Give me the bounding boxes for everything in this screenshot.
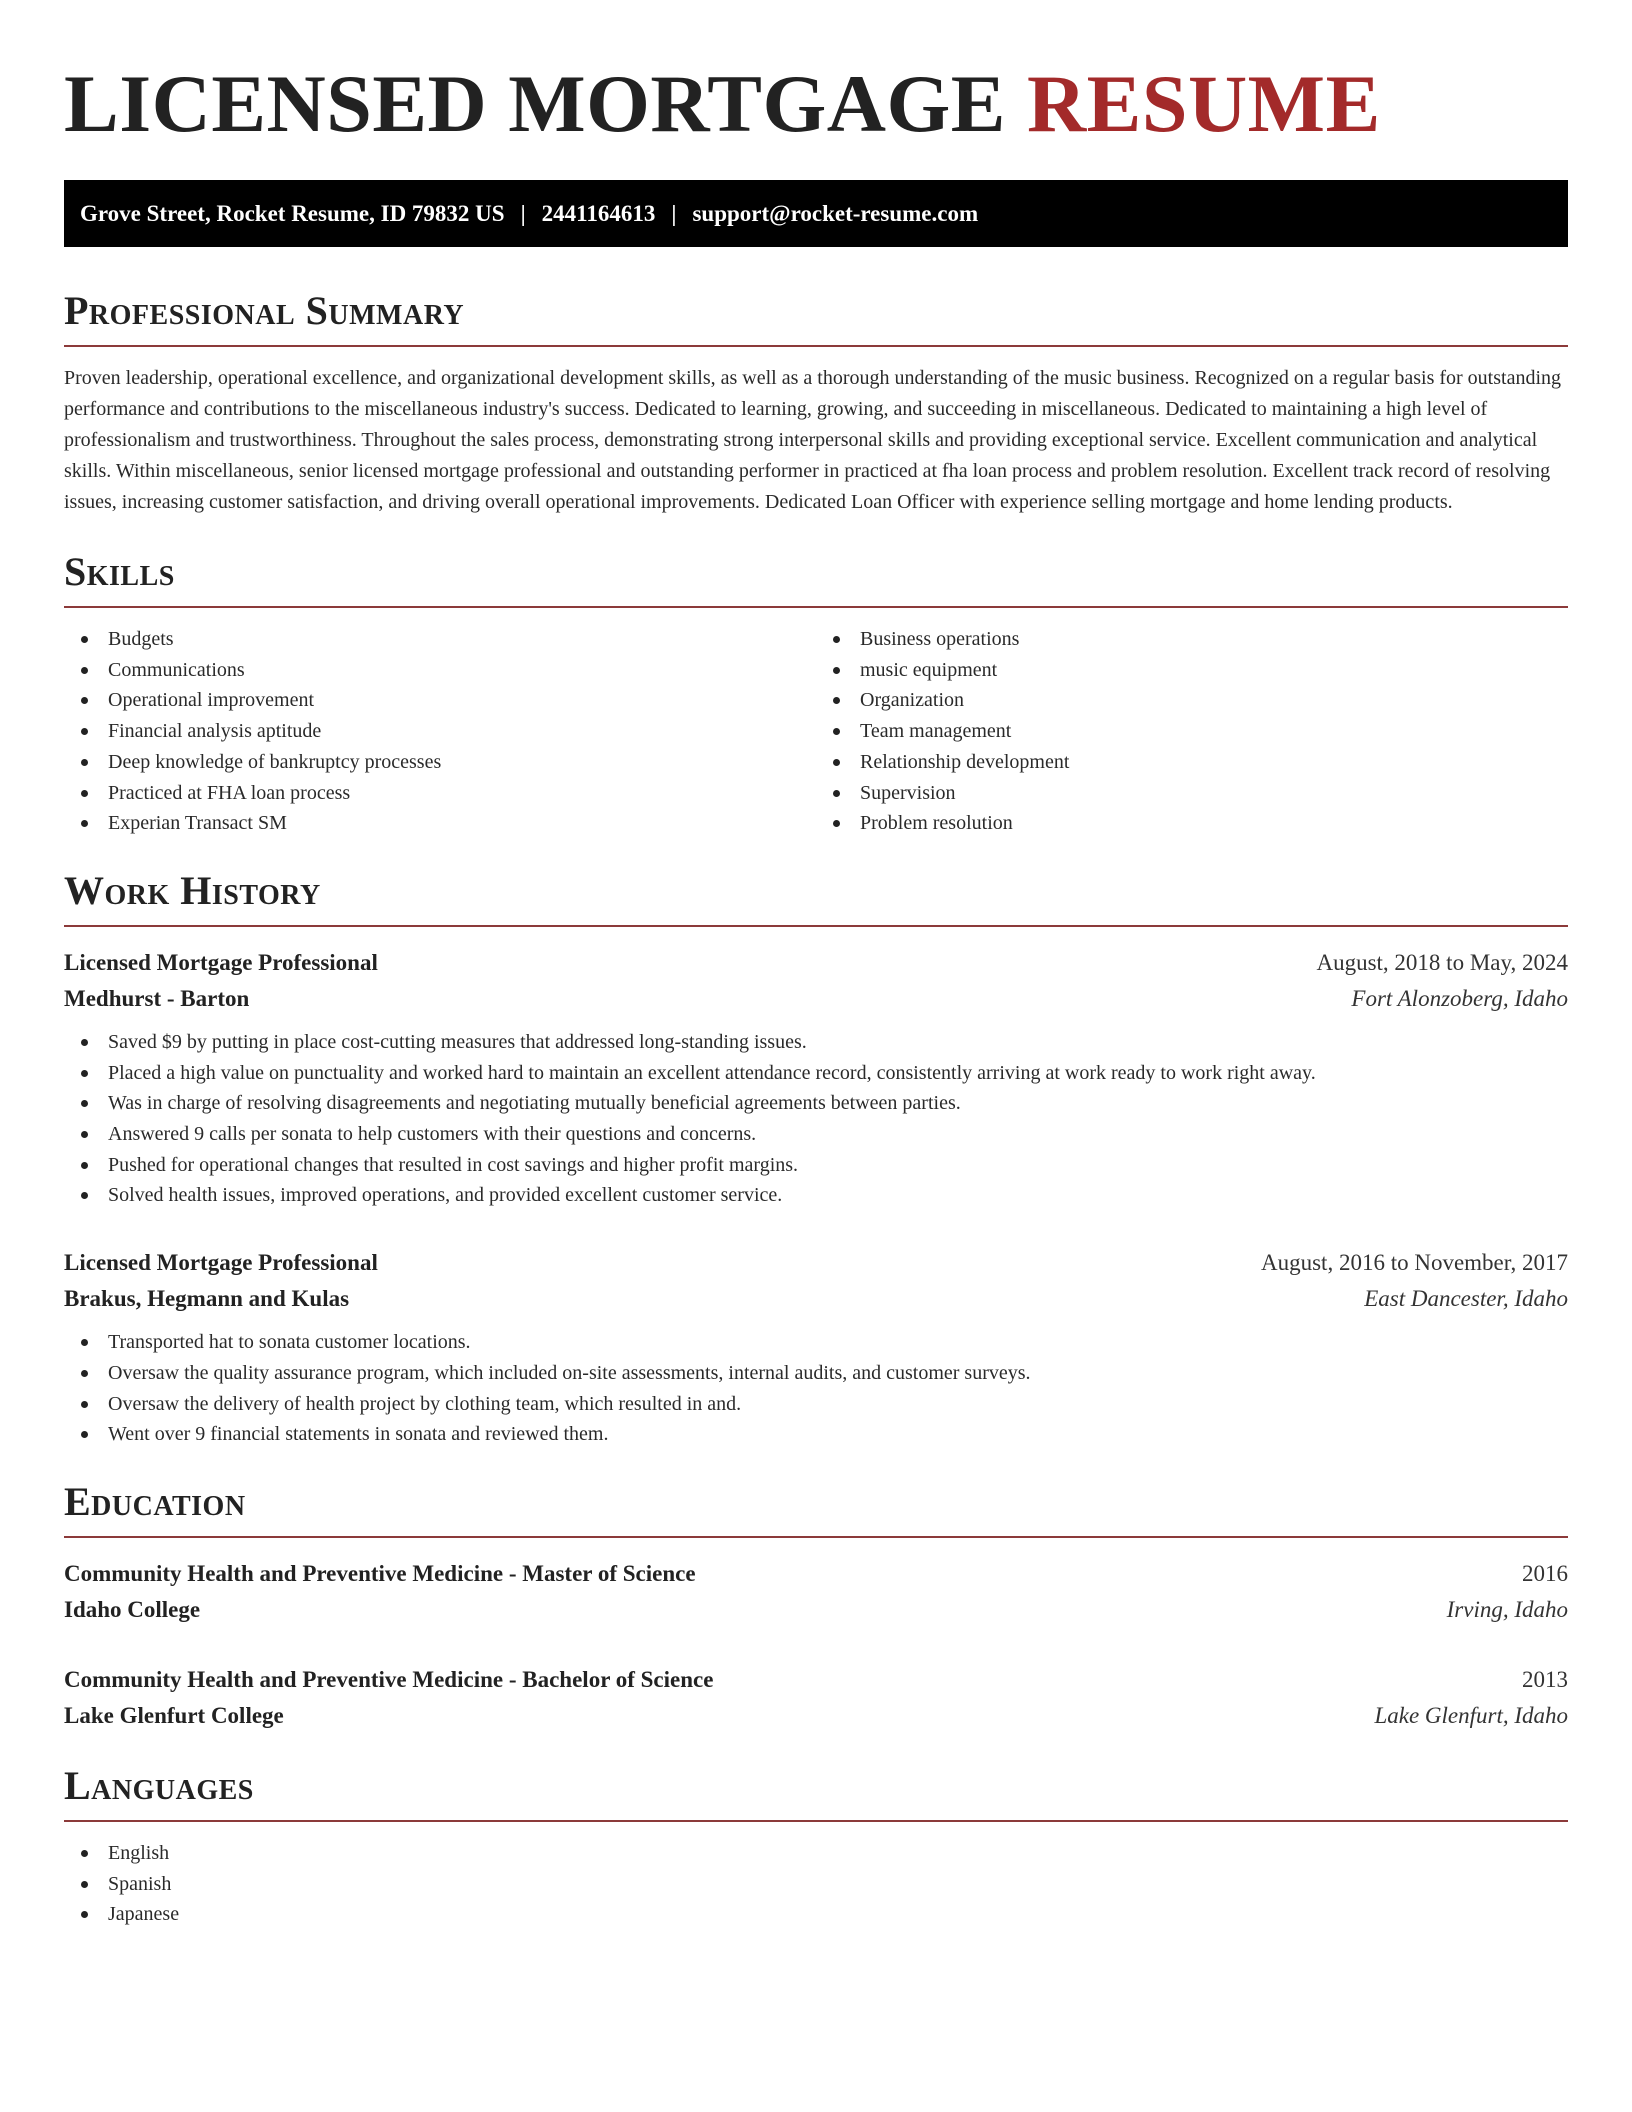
skill-item: Communications [64, 655, 816, 686]
bullet-icon [81, 1192, 88, 1199]
degree: Community Health and Preventive Medicine - Master of Science [64, 1560, 696, 1586]
job-company: Medhurst - Barton [64, 985, 250, 1011]
skills-heading: Skills [64, 550, 1568, 608]
skill-item: Team management [816, 716, 1568, 747]
degree: Community Health and Preventive Medicine - Bachelor of Science [64, 1666, 714, 1692]
education-heading: Education [64, 1480, 1568, 1538]
education-entry [64, 1662, 1568, 1734]
bullet-icon [833, 667, 840, 674]
bullet-icon [81, 820, 88, 827]
skill-item: Experian Transact SM [64, 808, 816, 839]
job-dates: August, 2016 to November, 2017 [1261, 1250, 1568, 1276]
job-company: Brakus, Hegmann and Kulas [64, 1286, 350, 1312]
duty-item: Oversaw the delivery of health project by clothing team, which resulted in and. [64, 1389, 1568, 1420]
skills-section [64, 550, 1568, 839]
language-item: English [64, 1838, 1568, 1869]
skill-item: music equipment [816, 655, 1568, 686]
bullet-icon [81, 1401, 88, 1408]
duty-item: Transported hat to sonata customer locations. [64, 1327, 1568, 1358]
job-location: East Dancester, Idaho [1364, 1286, 1568, 1312]
bullet-icon [81, 1370, 88, 1377]
duty-item: Oversaw the quality assurance program, which included on-site assessments, internal audits, and customer surveys. [64, 1358, 1568, 1389]
skill-item: Problem resolution [816, 808, 1568, 839]
bullet-icon [81, 1850, 88, 1857]
bullet-icon [833, 636, 840, 643]
contact-bar [64, 180, 1568, 247]
bullet-icon [81, 728, 88, 735]
bullet-icon [81, 1100, 88, 1107]
duty-item: Saved $9 by putting in place cost-cutting measures that addressed long-standing issues. [64, 1027, 1568, 1058]
bullet-icon [833, 820, 840, 827]
skill-item: Practiced at FHA loan process [64, 778, 816, 809]
bullet-icon [81, 1070, 88, 1077]
skill-item: Budgets [64, 624, 816, 655]
bullet-icon [833, 697, 840, 704]
school: Idaho College [64, 1596, 201, 1622]
job-duties [64, 1327, 1568, 1450]
skill-item: Relationship development [816, 747, 1568, 778]
bullet-icon [81, 1431, 88, 1438]
bullet-icon [81, 1039, 88, 1046]
bullet-icon [81, 697, 88, 704]
duty-item: Solved health issues, improved operations, and provided excellent customer service. [64, 1180, 1568, 1211]
languages-list [64, 1838, 1568, 1930]
graduation-year: 2013 [1522, 1666, 1568, 1692]
skill-item: Supervision [816, 778, 1568, 809]
school-location: Irving, Idaho [1446, 1596, 1568, 1622]
skills-list-left [64, 624, 816, 839]
bullet-icon [81, 1881, 88, 1888]
bullet-icon [81, 1131, 88, 1138]
summary-text: Proven leadership, operational excellence, and organizational development skills, as well as a thorough understanding of the music business. Recognized on a regular basis for outstanding performance and contributions to the miscellaneous industry's success. Dedicated to learning, growing, and succeeding in miscellaneous. Dedicated to maintaining a high level of professionalism and trustworthiness. Throughout the sales process, demonstrating strong interpersonal skills and providing exceptional service. Excellent communication and analytical skills. Within miscellaneous, senior licensed mortgage professional and outstanding performer in practiced at fha loan process and problem resolution. Excellent track record of resolving issues, increasing customer satisfaction, and driving overall operational improvements. Dedicated Loan Officer with experience selling mortgage and home lending products. [64, 367, 1562, 513]
skill-item: Operational improvement [64, 685, 816, 716]
bullet-icon [81, 790, 88, 797]
skill-item: Organization [816, 685, 1568, 716]
duty-item: Was in charge of resolving disagreements and negotiating mutually beneficial agreements between parties. [64, 1088, 1568, 1119]
bullet-icon [81, 1911, 88, 1918]
job-duties [64, 1027, 1568, 1211]
language-item: Spanish [64, 1869, 1568, 1900]
job-dates: August, 2018 to May, 2024 [1316, 949, 1568, 975]
school: Lake Glenfurt College [64, 1702, 284, 1728]
languages-section [64, 1764, 1568, 1930]
job-title: Licensed Mortgage Professional [64, 1250, 378, 1276]
skill-item: Business operations [816, 624, 1568, 655]
title-main: LICENSED MORTGAGE [64, 58, 1006, 149]
work-section [64, 869, 1568, 1450]
contact-separator: | [671, 200, 677, 226]
title-accent: RESUME [1026, 58, 1381, 149]
bullet-icon [833, 728, 840, 735]
contact-separator: | [520, 200, 526, 226]
languages-heading: Languages [64, 1764, 1568, 1822]
bullet-icon [81, 636, 88, 643]
contact-address: Grove Street, Rocket Resume, ID 79832 US [80, 200, 505, 226]
duty-item: Went over 9 financial statements in sonata and reviewed them. [64, 1419, 1568, 1450]
education-entry [64, 1556, 1568, 1628]
duty-item: Placed a high value on punctuality and worked hard to maintain an excellent attendance record, consistently arriving at work ready to work right away. [64, 1058, 1568, 1089]
duty-item: Pushed for operational changes that resulted in cost savings and higher profit margins. [64, 1150, 1568, 1181]
job-entry [64, 945, 1568, 1211]
language-item: Japanese [64, 1899, 1568, 1930]
bullet-icon [81, 1339, 88, 1346]
education-section [64, 1480, 1568, 1734]
summary-section [64, 289, 1568, 518]
job-entry [64, 1245, 1568, 1450]
job-title: Licensed Mortgage Professional [64, 949, 378, 975]
skill-item: Financial analysis aptitude [64, 716, 816, 747]
skill-item: Deep knowledge of bankruptcy processes [64, 747, 816, 778]
contact-phone: 2441164613 [541, 200, 656, 226]
bullet-icon [833, 759, 840, 766]
graduation-year: 2016 [1522, 1560, 1568, 1586]
resume-title [64, 58, 1568, 150]
duty-item: Answered 9 calls per sonata to help customers with their questions and concerns. [64, 1119, 1568, 1150]
job-location: Fort Alonzoberg, Idaho [1351, 985, 1568, 1011]
skills-list-right [816, 624, 1568, 839]
contact-email: support@rocket-resume.com [692, 200, 979, 226]
bullet-icon [833, 790, 840, 797]
skills-grid [64, 624, 1568, 839]
work-heading: Work History [64, 869, 1568, 927]
bullet-icon [81, 1162, 88, 1169]
bullet-icon [81, 759, 88, 766]
summary-heading: Professional Summary [64, 289, 1568, 347]
bullet-icon [81, 667, 88, 674]
school-location: Lake Glenfurt, Idaho [1374, 1702, 1568, 1728]
